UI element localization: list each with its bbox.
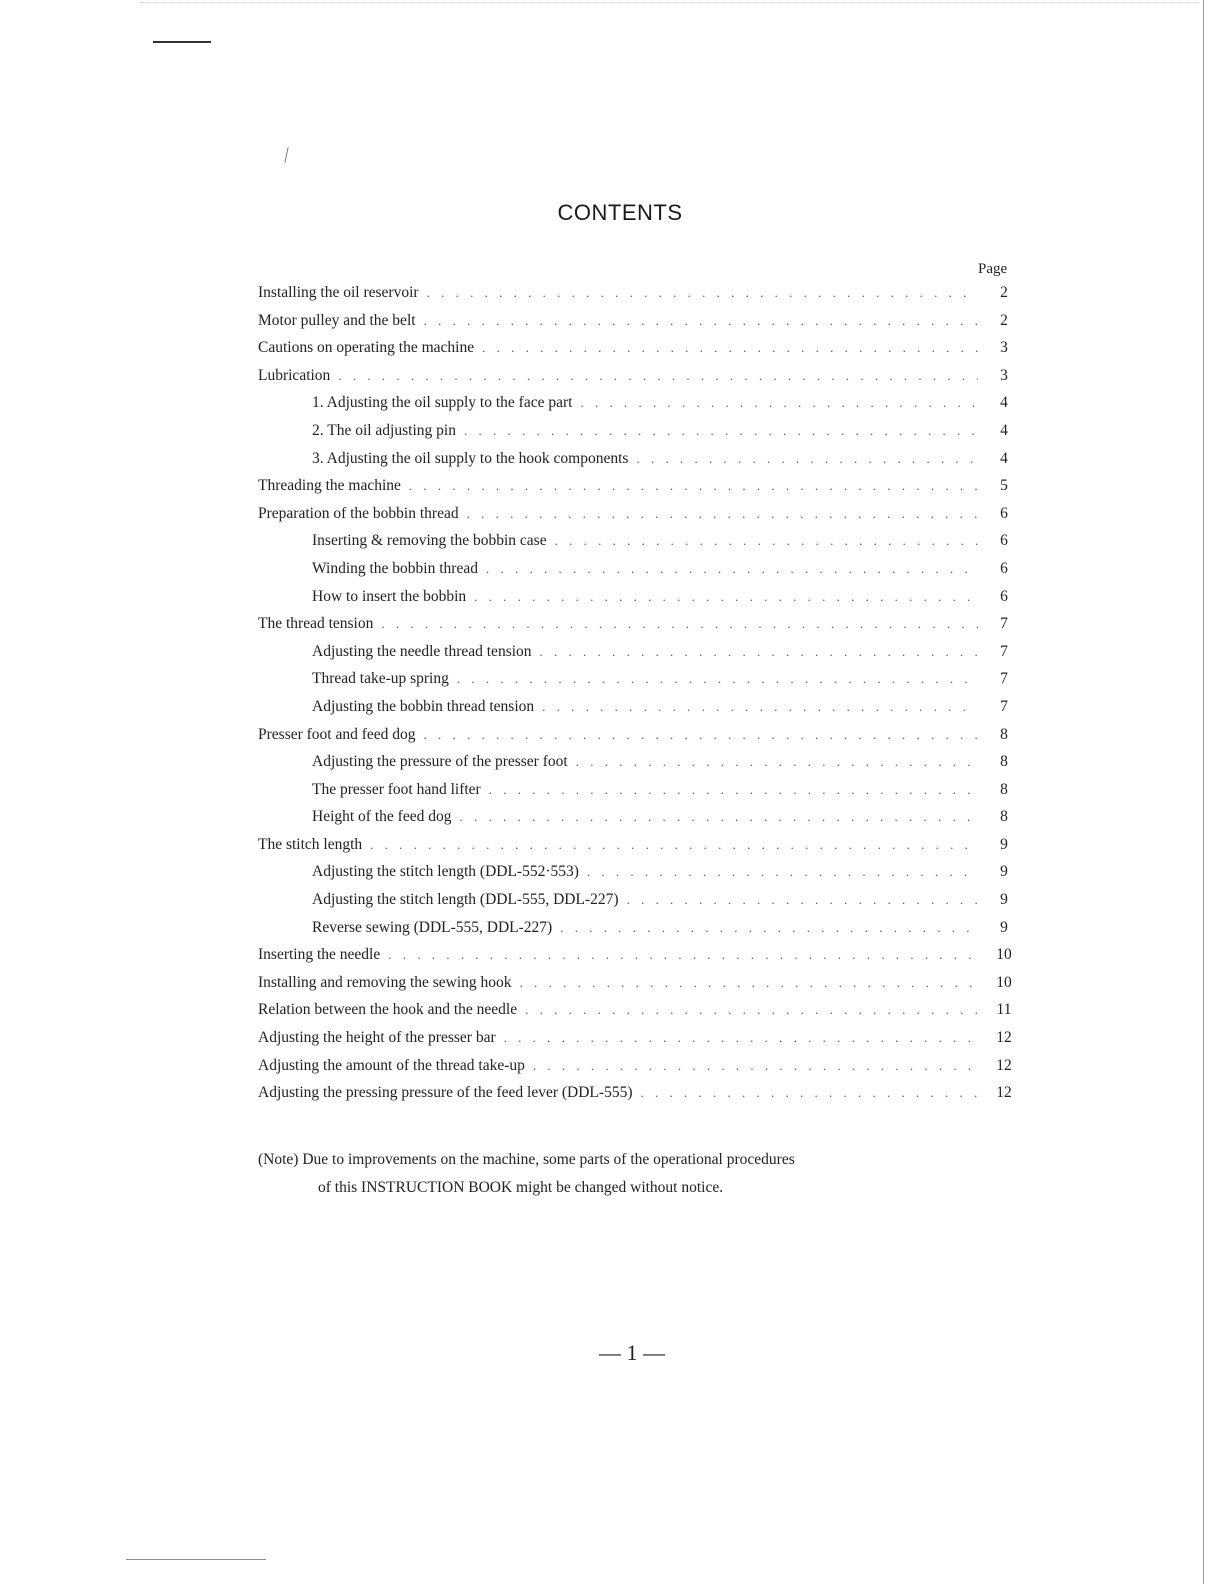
toc-entry-page: 8 [1000, 753, 1008, 771]
toc-entry-page: 4 [1000, 421, 1008, 439]
toc-entry-text: Thread take-up spring [312, 670, 449, 688]
toc-entry-text: Preparation of the bobbin thread [258, 504, 459, 522]
toc-entry-page: 3 [1000, 366, 1008, 384]
toc-dot-leader [427, 283, 978, 303]
toc-entry-page: 5 [1000, 477, 1008, 495]
toc-entry [258, 476, 1020, 504]
toc-dot-leader [520, 973, 978, 993]
toc-entry [258, 835, 1020, 863]
toc-entry-page: 7 [1000, 697, 1008, 715]
toc-entry-page: 11 [996, 1001, 1012, 1019]
page-title: CONTENTS [557, 200, 683, 225]
note-block [258, 1146, 978, 1202]
toc-entry-text: 1. Adjusting the oil supply to the face part [312, 394, 573, 412]
toc-entry-text: 3. Adjusting the oil supply to the hook components [312, 449, 629, 467]
toc-entry-text: How to insert the bobbin [312, 587, 467, 605]
toc-dot-leader [542, 697, 978, 717]
toc-entry-page: 3 [1000, 339, 1008, 357]
toc-entry-page: 6 [1000, 532, 1008, 550]
toc-dot-leader [467, 504, 978, 524]
toc-entry-text: Installing and removing the sewing hook [258, 973, 512, 991]
toc-entry [258, 890, 1020, 918]
toc-entry [258, 421, 1020, 449]
scan-tick-mark [284, 147, 288, 163]
toc-entry [258, 1056, 1020, 1084]
toc-dot-leader [486, 559, 978, 579]
toc-dot-leader [409, 476, 978, 496]
toc-entry-text: Lubrication [258, 366, 331, 384]
toc-entry-text: The stitch length [258, 835, 363, 853]
toc-entry [258, 614, 1020, 642]
toc-dot-leader [338, 366, 978, 386]
toc-entry [258, 338, 1020, 366]
toc-entry-page: 12 [996, 1084, 1012, 1102]
toc-entry [258, 918, 1020, 946]
toc-dot-leader [560, 918, 978, 938]
toc-entry-text: Installing the oil reservoir [258, 284, 419, 301]
toc-entry-text: Adjusting the pressure of the presser foot [312, 753, 568, 771]
note-line-2: of this INSTRUCTION BOOK might be changed without notice. [318, 1179, 724, 1196]
toc-entry-text: Winding the bobbin thread [312, 559, 478, 577]
toc-entry [258, 449, 1020, 477]
toc-entry-page: 6 [1000, 504, 1008, 522]
page-column-header: Page [978, 261, 1008, 277]
table-of-contents [258, 283, 1020, 1111]
toc-entry-text: The presser foot hand lifter [312, 780, 481, 798]
toc-dot-leader [482, 338, 978, 358]
toc-entry-text: Adjusting the needle thread tension [312, 642, 532, 660]
toc-entry-page: 12 [996, 1029, 1012, 1047]
toc-entry-page: 8 [1000, 780, 1008, 798]
toc-entry-page: 7 [1000, 615, 1008, 633]
toc-dot-leader [464, 421, 978, 441]
toc-dot-leader [381, 614, 978, 634]
toc-entry-page: 9 [1000, 891, 1008, 909]
toc-entry-text: The thread tension [258, 615, 374, 633]
toc-entry-page: 12 [996, 1056, 1012, 1074]
toc-entry-page: 2 [1000, 311, 1008, 329]
toc-entry [258, 283, 1020, 311]
toc-dot-leader [627, 890, 978, 910]
toc-entry-page: 9 [1000, 835, 1008, 853]
toc-entry-page: 2 [1000, 284, 1008, 301]
toc-dot-leader [474, 587, 978, 607]
toc-entry-text: Inserting & removing the bobbin case [312, 532, 547, 550]
toc-entry-text: Relation between the hook and the needle [258, 1001, 518, 1019]
toc-dot-leader [555, 531, 978, 551]
toc-entry [258, 697, 1020, 725]
toc-dot-leader [636, 449, 978, 469]
note-line-1: (Note) Due to improvements on the machine, some parts of the operational procedures [258, 1151, 795, 1168]
toc-entry-text: 2. The oil adjusting pin [312, 421, 456, 439]
toc-entry [258, 973, 1020, 1001]
toc-entry [258, 752, 1020, 780]
toc-entry-page: 4 [1000, 394, 1008, 412]
toc-entry [258, 393, 1020, 421]
toc-entry-page: 8 [1000, 725, 1008, 743]
toc-entry [258, 780, 1020, 808]
toc-entry-page: 4 [1000, 449, 1008, 467]
toc-entry-page: 10 [996, 973, 1012, 991]
toc-entry-text: Adjusting the pressing pressure of the feed lever (DDL-555) [258, 1084, 633, 1102]
toc-entry [258, 311, 1020, 339]
toc-entry-text: Reverse sewing (DDL-555, DDL-227) [312, 918, 553, 936]
toc-dot-leader [424, 725, 978, 745]
toc-entry-text: Motor pulley and the belt [258, 311, 416, 329]
toc-entry-text: Adjusting the amount of the thread take-up [258, 1056, 525, 1074]
toc-entry [258, 1028, 1020, 1056]
toc-entry-page: 9 [1000, 863, 1008, 881]
toc-entry [258, 807, 1020, 835]
toc-entry [258, 504, 1020, 532]
toc-entry-page: 8 [1000, 808, 1008, 826]
toc-dot-leader [525, 1000, 978, 1020]
toc-entry [258, 669, 1020, 697]
toc-entry [258, 1000, 1020, 1028]
scan-rule-bottom-mark [126, 1559, 266, 1560]
page-number-folio: — 1 — [599, 1340, 665, 1365]
toc-entry [258, 366, 1020, 394]
toc-dot-leader [457, 669, 978, 689]
toc-entry [258, 531, 1020, 559]
toc-dot-leader [533, 1056, 978, 1076]
toc-entry-page: 10 [996, 946, 1012, 964]
scan-edge-top [140, 2, 1200, 3]
toc-entry-text: Adjusting the stitch length (DDL-555, DDL-227) [312, 891, 619, 909]
toc-entry-text: Inserting the needle [258, 946, 381, 964]
toc-entry [258, 642, 1020, 670]
toc-entry-text: Height of the feed dog [312, 808, 452, 826]
toc-entry [258, 862, 1020, 890]
toc-entry [258, 945, 1020, 973]
toc-entry [258, 725, 1020, 753]
toc-entry-text: Cautions on operating the machine [258, 339, 475, 357]
toc-dot-leader [587, 862, 978, 882]
toc-entry-page: 7 [1000, 670, 1008, 688]
toc-entry-page: 9 [1000, 918, 1008, 936]
toc-entry [258, 559, 1020, 587]
toc-entry-page: 7 [1000, 642, 1008, 660]
toc-entry-text: Adjusting the bobbin thread tension [312, 697, 535, 715]
toc-dot-leader [370, 835, 978, 855]
scan-rule-mark [153, 41, 211, 43]
toc-entry-page: 6 [1000, 559, 1008, 577]
toc-dot-leader [540, 642, 978, 662]
toc-dot-leader [580, 393, 978, 413]
toc-dot-leader [640, 1083, 978, 1103]
toc-dot-leader [388, 945, 978, 965]
toc-entry-text: Presser foot and feed dog [258, 725, 416, 743]
toc-entry-text: Adjusting the height of the presser bar [258, 1029, 496, 1047]
toc-entry [258, 1083, 1020, 1111]
toc-entry-text: Threading the machine [258, 477, 401, 495]
toc-dot-leader [459, 807, 978, 827]
toc-dot-leader [576, 752, 978, 772]
toc-dot-leader [424, 311, 978, 331]
toc-entry-text: Adjusting the stitch length (DDL-552·553) [312, 863, 579, 881]
toc-entry-page: 6 [1000, 587, 1008, 605]
toc-entry [258, 587, 1020, 615]
toc-dot-leader [504, 1028, 978, 1048]
toc-dot-leader [489, 780, 978, 800]
